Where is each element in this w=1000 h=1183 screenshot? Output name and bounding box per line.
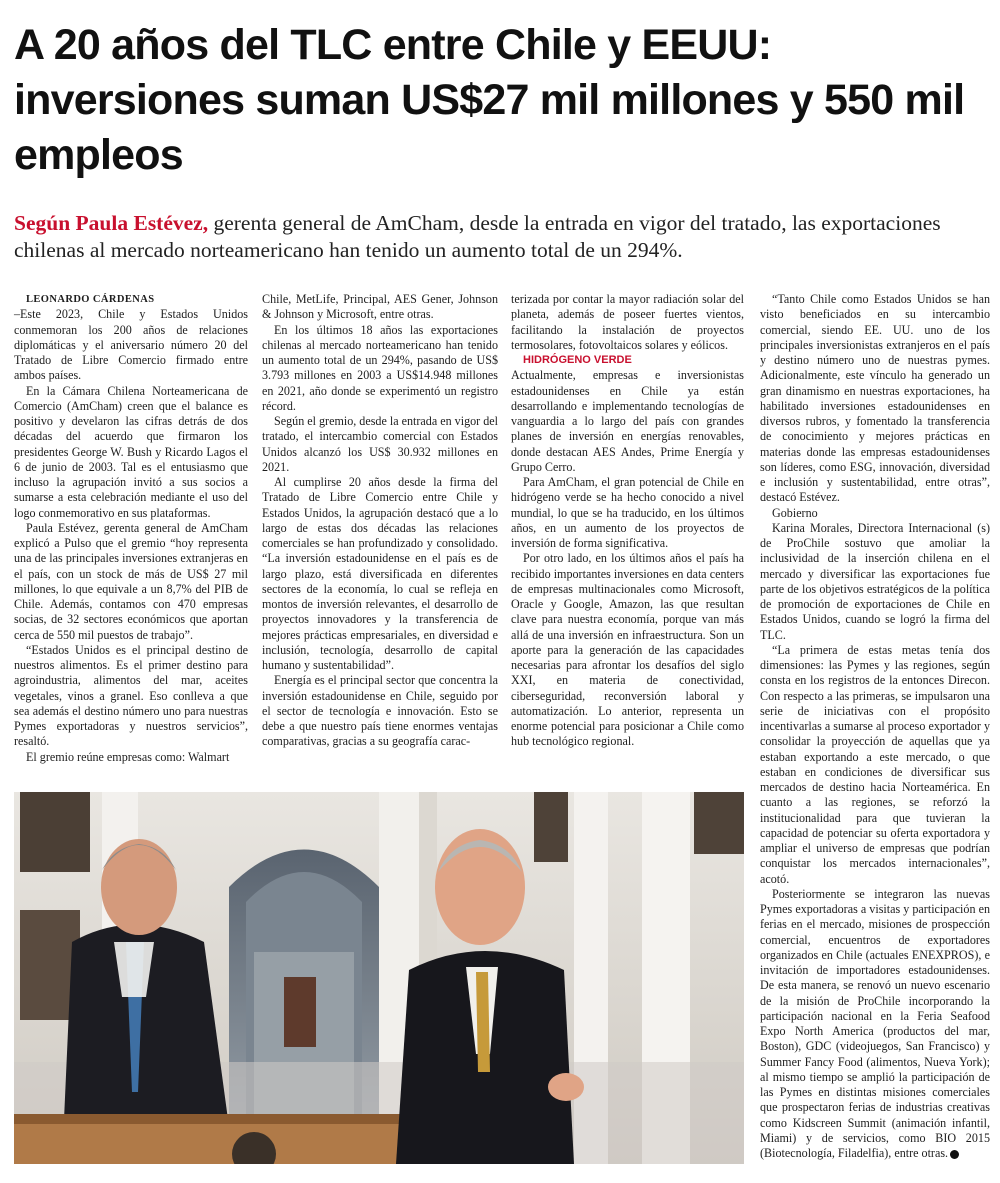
end-mark-icon: P (950, 1150, 959, 1159)
paragraph: Energía es el principal sector que concentra la inversión estadounidense en Chile, seguido por el sector de tecnología e innovación. Esto se debe a que nuestro país tiene enormes ventajas comparativas, gracias a su geografía carac- (262, 673, 498, 749)
deck (14, 210, 989, 264)
paragraph-text: Posteriormente se integraron las nuevas Pymes exportadoras a visitas y participación en ferias en el mercado, misiones de prospección comercial, encuentros de exportadores organizados en Chile (actuales ENEXPROS), e invitación de importadores estadounidenses. De esta manera, se renovó un nuevo escenario de la misión de ProChile incorporando la participación nacional en la Feria Seafood Expo North America (productos del mar, Boston), GDC (videojuegos, San Francisco) y Summer Fancy Food (alimentos, Nueva York); al mismo tiempo se amplió la participación de las Pymes en distintas misiones comerciales que prospectaron ferias de industrias creativas como Kidscreen Summit (animación infantil, Miami) y de servicios, como BIO 2015 (Biotecnología, Filadelfia), entre otras. (760, 886, 990, 1160)
paragraph: Paula Estévez, gerenta general de AmCham explicó a Pulso que el gremio “hoy representa una de las principales inversiones extranjeras en el país, con un stock de más de US$ 27 mil millones, lo que equivale a un 8,7% del PIB de Chile. Además, contamos con 470 empresas socias, de 32 sectores económicos que aportan cerca de 550 mil puestos de trabajo”. (14, 520, 248, 642)
paragraph (760, 887, 990, 1162)
paragraph: Por otro lado, en los últimos años el país ha recibido importantes inversiones en data centers de empresas multinacionales como Microsoft, Oracle y Google, Amazon, las que resultan clave para nuestra economía, porque van más allá de una inversión en infraestructura. Son un aporte para la generación de las capacidades necesarias para afrontar los desafíos del siglo XXI, en materia de conectividad, ciberseguridad, reconversión laboral y automatización. Lo anterior, representa un enorme potencial para posicionar a Chile como hub tecnológico regional. (511, 551, 744, 749)
paragraph: Chile, MetLife, Principal, AES Gener, Johnson & Johnson y Microsoft, entre otras. (262, 292, 498, 322)
column-2 (262, 292, 498, 750)
deck-highlight: Según Paula Estévez, (14, 211, 209, 235)
column-1 (14, 292, 248, 765)
paragraph: El gremio reúne empresas como: Walmart (26, 749, 230, 764)
paragraph: –Este 2023, Chile y Estados Unidos conmemoran los 200 años de relaciones diplomáticas y el aniversario número 20 del Tratado de Libre Comercio firmado entre ambos países. (14, 307, 248, 383)
paragraph: terizada por contar la mayor radiación solar del planeta, además de poseer fuertes vientos, facilitando la instalación de proyectos termosolares, fotovoltaicos solares y eólicos. (511, 292, 744, 352)
column-4 (760, 292, 990, 1161)
paragraph: “La primera de estas metas tenía dos dimensiones: las Pymes y las regiones, según consta en los registros de la entonces Direcon. Con respecto a las primeras, se impulsaron una serie de iniciativas con el propósito incentivarlas a sumarse al proceso exportador y consolidar la proyección de aquellas que ya estaban exportando a este mercado, o que estaban en condiciones de diversificar sus mercados de destino hacia Norteamérica. En cuanto a las regiones, se reforzó la institucionalidad para que tuvieran la capacidad de potenciar su oferta exportadora y ampliar el universo de empresas que podrían conquistar los mercados internacionales”, acotó. (760, 642, 990, 886)
paragraph: “Tanto Chile como Estados Unidos se han visto beneficiados en su intercambio comercial, siendo EE. UU. uno de los principales inversionistas extranjeros en el país y destino número uno de nuestras pymes. Adicionalmente, este vínculo ha generado un gran dinamismo en nuestras exportaciones, ha habilitado inversiones estadounidenses en diversos rubros, y fomentado la transferencia de conocimiento y mejores prácticas en materias donde las empresas estadounidenses son líderes, como ESG, innovación, diversidad e inclusión y sustentabilidad, entre otras”, destacó Estévez. (760, 292, 990, 505)
paragraph: En los últimos 18 años las exportaciones chilenas al mercado norteamericano han tenido un aumento total de un 294%, pasando de US$ 3.793 millones en 2003 a US$14.948 millones en 2021, año donde se experimentó un registro récord. (262, 322, 498, 413)
paragraph: En la Cámara Chilena Norteamericana de Comercio (AmCham) creen que el balance es positivo y develaron las cifras detrás de dos décadas del acuerdo que firmaron los presidentes George W. Bush y Ricardo Lagos el 6 de junio de 2003. Tal es el entusiasmo que incluso la agrupación invitó a sus socios a sumarse a esta celebración mediante el uso del logo conmemorativo en sus plataformas. (14, 383, 248, 520)
headline: A 20 años del TLC entre Chile y EEUU: inversiones suman US$27 mil millones y 550 mil empleos (14, 21, 965, 179)
paragraph: Para AmCham, el gran potencial de Chile en hidrógeno verde se ha hecho conocido a nivel mundial, lo que se ha traducido, en los últimos años, en un aumento de los proyectos de inversión de forma significativa. (511, 475, 744, 550)
column-3 (511, 292, 744, 750)
section-label-gobierno: Gobierno (772, 505, 818, 520)
byline: LEONARDO CÁRDENAS (26, 294, 155, 305)
news-photo (14, 792, 744, 1164)
paragraph: Actualmente, empresas e inversionistas estadounidenses en Chile ya están desarrollando e implementando tecnologías de vanguardia a lo largo del país con grandes planes de inversión en energías renovables, donde destacan AES Andes, Prime Energía y Grupo Cerro. (511, 368, 744, 474)
paragraph: “Estados Unidos es el principal destino de nuestros alimentos. Es el primer destino para agroindustria, alimentos del mar, aceites vegetales, vinos a granel. Eso conlleva a que sea además el destino número uno para nuestras Pymes exportadoras y nuestros servicios”, resaltó. (14, 642, 248, 749)
paragraph: Al cumplirse 20 años desde la firma del Tratado de Libre Comercio entre Chile y Estados Unidos, la agrupación destacó que a lo largo de estas dos décadas las relaciones comerciales se han profundizado y consolidado. “La inversión estadounidense en el país es de largo plazo, está diversificada en diferentes sectores de la economía, lo cual se refleja en montos de inversión relevantes, el desarrollo de proyectos innovadores y la transferencia de mejores prácticas empresariales, en diversidad e inclusión, tecnología, desarrollo de capital humano y sustentabilidad”. (262, 475, 498, 672)
paragraph: Karina Morales, Directora Internacional (s) de ProChile sostuvo que amoliar la inclusividad de la inserción chilena en el mercado y diversificar las exportaciones fue parte de los objetivos estratégicos de la política de promoción de exportaciones de Chile en Estados Unidos, cuando se logró la firma del TLC. (760, 520, 990, 642)
subhead-hidrogeno-verde: HIDRÓGENO VERDE (523, 354, 632, 366)
paragraph: Según el gremio, desde la entrada en vigor del tratado, el intercambio comercial con Estados Unidos alcanzó los US$ 30.932 millones en 2021. (262, 414, 498, 474)
photo-illustration (14, 792, 744, 1164)
deck-text: gerenta general de AmCham, desde la entrada en vigor del tratado, las exportaciones chilenas al mercado norteamericano han tenido un aumento total de un 294%. (14, 211, 941, 262)
